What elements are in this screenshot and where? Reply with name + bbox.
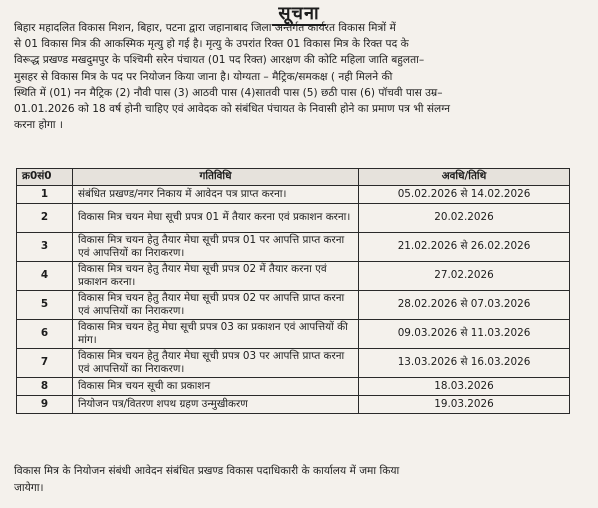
row-serial: 5 (17, 291, 73, 320)
row-date: 20.02.2026 (359, 204, 570, 233)
row-serial: 1 (17, 186, 73, 204)
row-date: 05.02.2026 से 14.02.2026 (359, 186, 570, 204)
row-activity: विकास मित्र चयन मेघा सूची प्रपत्र 01 में तैयार करना एवं प्रकाशन करना। (73, 204, 359, 233)
row-date: 09.03.2026 से 11.03.2026 (359, 320, 570, 349)
row-serial: 3 (17, 233, 73, 262)
table-row (17, 204, 570, 233)
intro-line: स्थिति में (01) नन मैट्रिक (2) नौवी पास (3) आठवी पास (4)सातवी पास (5) छठी पास (6) पॉचवी पास उम्र– (14, 86, 443, 99)
intro-line: विरूद्ध प्रखण्ड मखदुमपुर के पश्चिमी सरेन पंचायत (01 पद रिक्त) आरक्षण की कोटि महिला जाति बहुलता– (14, 54, 425, 67)
row-date: 27.02.2026 (359, 262, 570, 291)
row-date: 21.02.2026 से 26.02.2026 (359, 233, 570, 262)
table-row (17, 396, 570, 414)
row-activity: नियोजन पत्र/वितरण शपथ ग्रहण उन्मुखीकरण (73, 396, 359, 414)
header-serial: क्र0सं0 (17, 169, 73, 186)
row-activity: विकास मित्र चयन हेतु तैयार मेघा सूची प्रपत्र 02 पर आपत्ति प्राप्त करना एवं आपत्तियों का निराकरण। (73, 291, 359, 320)
row-serial: 9 (17, 396, 73, 414)
schedule-table (16, 168, 570, 414)
notice-intro (14, 20, 580, 133)
footer-line: जायेगा। (14, 482, 44, 494)
header-date: अवधि/तिथि (359, 169, 570, 186)
row-activity: विकास मित्र चयन हेतु तैयार मेघा सूची प्रपत्र 02 में तैयार करना एवं प्रकाशन करना। (73, 262, 359, 291)
row-serial: 7 (17, 349, 73, 378)
row-date: 18.03.2026 (359, 378, 570, 396)
table-row (17, 378, 570, 396)
intro-line: 01.01.2026 को 18 वर्ष होनी चाहिए एवं आवेदक को संबंधित पंचायत के निवासी होने का प्रमाण पत्र भी संलग्न (14, 103, 451, 116)
intro-line: करना होगा । (14, 119, 63, 132)
row-date: 28.02.2026 से 07.03.2026 (359, 291, 570, 320)
header-activity: गतिविधि (73, 169, 359, 186)
row-serial: 6 (17, 320, 73, 349)
table-row (17, 349, 570, 378)
table-row (17, 320, 570, 349)
intro-line: से 01 विकास मित्र की आकस्मिक मृत्यु हो गई है। मृत्यु के उपरांत रिक्त 01 विकास मित्र के रिक्त पद के (14, 38, 409, 51)
row-activity: विकास मित्र चयन सूची का प्रकाशन (73, 378, 359, 396)
table-header-row (17, 169, 570, 186)
row-activity: विकास मित्र चयन हेतु तैयार मेघा सूची प्रपत्र 01 पर आपत्ति प्राप्त करना एवं आपत्तियों का निराकरण। (73, 233, 359, 262)
table-row (17, 186, 570, 204)
row-activity: संबंधित प्रखण्ड/नगर निकाय में आवेदन पत्र प्राप्त करना। (73, 186, 359, 204)
row-serial: 4 (17, 262, 73, 291)
notice-footer (14, 463, 580, 497)
intro-line: बिहार महादलित विकास मिशन, बिहार, पटना द्वारा जहानाबाद जिला अन्तर्गत कार्यरत विकास मित्रों में (14, 22, 396, 34)
table-row (17, 233, 570, 262)
row-activity: विकास मित्र चयन हेतु मेघा सूची प्रपत्र 03 का प्रकाशन एवं आपत्तियों की मांग। (73, 320, 359, 349)
table-row (17, 291, 570, 320)
row-serial: 2 (17, 204, 73, 233)
row-date: 13.03.2026 से 16.03.2026 (359, 349, 570, 378)
footer-line: विकास मित्र के नियोजन संबंधी आवेदन संबंधित प्रखण्ड विकास पदाधिकारी के कार्यालय में जमा किया (14, 465, 400, 477)
row-date: 19.03.2026 (359, 396, 570, 414)
row-activity: विकास मित्र चयन हेतु तैयार मेघा सूची प्रपत्र 03 पर आपत्ति प्राप्त करना एवं आपत्तियों का निराकरण। (73, 349, 359, 378)
notice-title: सूचना (0, 1, 598, 25)
row-serial: 8 (17, 378, 73, 396)
intro-line: मुसहर से विकास मित्र के पद पर नियोजन किया जाना है। योग्यता – मैट्रिक/समकक्ष ( नही मिलने की (14, 70, 393, 83)
table-row (17, 262, 570, 291)
